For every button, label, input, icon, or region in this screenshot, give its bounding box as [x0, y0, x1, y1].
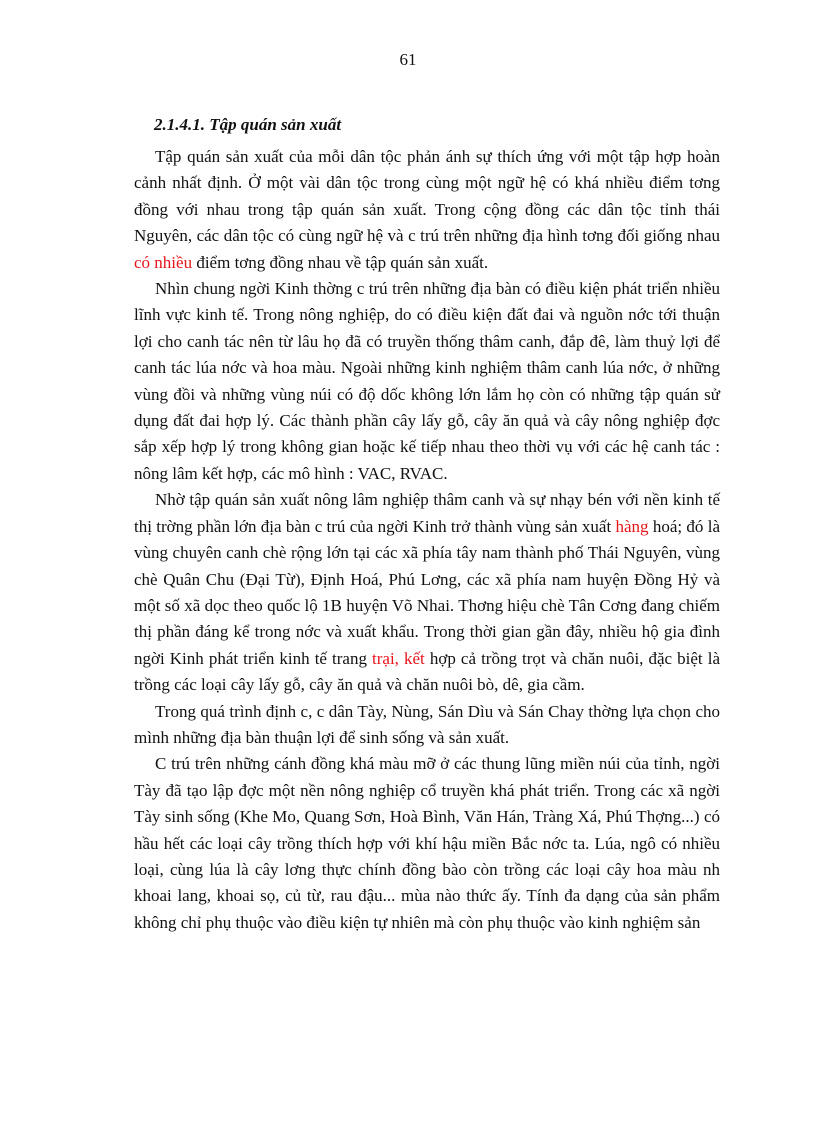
paragraph — [134, 751, 720, 936]
section-heading: 2.1.4.1. Tập quán sản xuất — [154, 115, 342, 134]
highlighted-text: hàng — [615, 516, 649, 536]
paragraph-text: Nhìn chung ngời Kinh thờng c trú trên những địa bàn có điều kiện phát triển nhiều lĩnh vực kinh tế. Trong nông nghiệp, do có điều kiện đất đai và nguồn nớc tới thuận lợi cho canh tác nên từ lâu họ đã có truyền thống thâm canh, đắp đê, làm thuỷ lợi để canh tác lúa nớc và hoa màu. Ngoài những kinh nghiệm thâm canh lúa nớc, ở những vùng đồi và những vùng núi có độ dốc không lớn lắm họ còn có những tập quán sử dụng đất đai hợp lý. Các thành phần cây lấy gỗ, cây ăn quả và cây nông nghiệp đợc sắp xếp hợp lý trong không gian hoặc kế tiếp nhau theo thời vụ với các hệ canh tác : nông lâm kết hợp, các mô hình : VAC, RVAC. — [134, 279, 720, 483]
paragraph-text: C trú trên những cánh đồng khá màu mỡ ở các thung lũng miền núi của tỉnh, ngời Tày đã tạo lập đợc một nền nông nghiệp cổ truyền khá phát triển. Trong các xã ngời Tày sinh sống (Khe Mo, Quang Sơn, Hoà Bình, Văn Hán, Tràng Xá, Phú Thợng...) có hầu hết các loại cây trồng thích hợp với khí hậu miền Bắc nớc ta. Lúa, ngô có nhiều loại, cùng lúa là cây lơng thực chính đồng bào còn trồng các loại cây hoa màu nh khoai lang, khoai sọ, củ từ, rau đậu... mùa nào thức ấy. Tính đa dạng của sản phẩm không chỉ phụ thuộc vào điều kiện tự nhiên mà còn phụ thuộc vào kinh nghiệm sản — [134, 754, 720, 932]
paragraph-text: hoá; đó là vùng chuyên canh chè rộng lớn tại các xã phía tây nam thành phố Thái Nguyên, vùng chè Quân Chu (Đại Từ), Định Hoá, Phú Lơng, các xã phía nam huyện Đồng Hỷ và một số xã dọc theo quốc lộ 1B huyện Võ Nhai. Thơng hiệu chè Tân Cơng đang chiếm thị phần đáng kể trong nớc và xuất khẩu. Trong thời gian gần đây, nhiều hộ gia đình ngời Kinh phát triển kinh tế trang — [134, 516, 721, 668]
paragraph — [134, 487, 720, 698]
highlighted-text: trại, kết — [372, 648, 425, 668]
paragraph — [134, 699, 720, 752]
paragraph-list — [134, 144, 720, 936]
paragraph-text: Tập quán sản xuất của mỗi dân tộc phản ánh sự thích ứng với một tập hợp hoàn cảnh nhất định. Ở một vài dân tộc trong cùng một ngữ hệ có khá nhiều điểm tơng đồng với nhau trong tập quán sản xuất. Trong cộng đồng các dân tộc tỉnh thái Nguyên, các dân tộc có cùng ngữ hệ và c trú trên những địa hình tơng đối giống nhau — [134, 147, 720, 246]
page-number: 61 — [399, 50, 417, 69]
paragraph-text: điểm tơng đồng nhau về tập quán sản xuất. — [192, 252, 489, 272]
page-body — [134, 112, 720, 936]
paragraph-text: Nhờ tập quán sản xuất nông lâm nghiệp thâm canh và sự nhạy bén với nền kinh tế thị trờng phần lớn địa bàn c trú của ngời Kinh trở thành vùng sản xuất — [134, 490, 720, 536]
paragraph-text: Trong quá trình định c, c dân Tày, Nùng, Sán Dìu và Sán Chay thờng lựa chọn cho mình những địa bàn thuận lợi để sinh sống và sản xuất. — [134, 701, 720, 747]
paragraph-text: hợp cả trồng trọt và chăn nuôi, đặc biệt là trồng các loại cây lấy gỗ, cây ăn quả và chăn nuôi bò, dê, gia cầm. — [134, 648, 720, 695]
paragraph — [134, 144, 720, 276]
highlighted-text: có nhiều — [134, 252, 193, 272]
paragraph — [134, 276, 720, 487]
